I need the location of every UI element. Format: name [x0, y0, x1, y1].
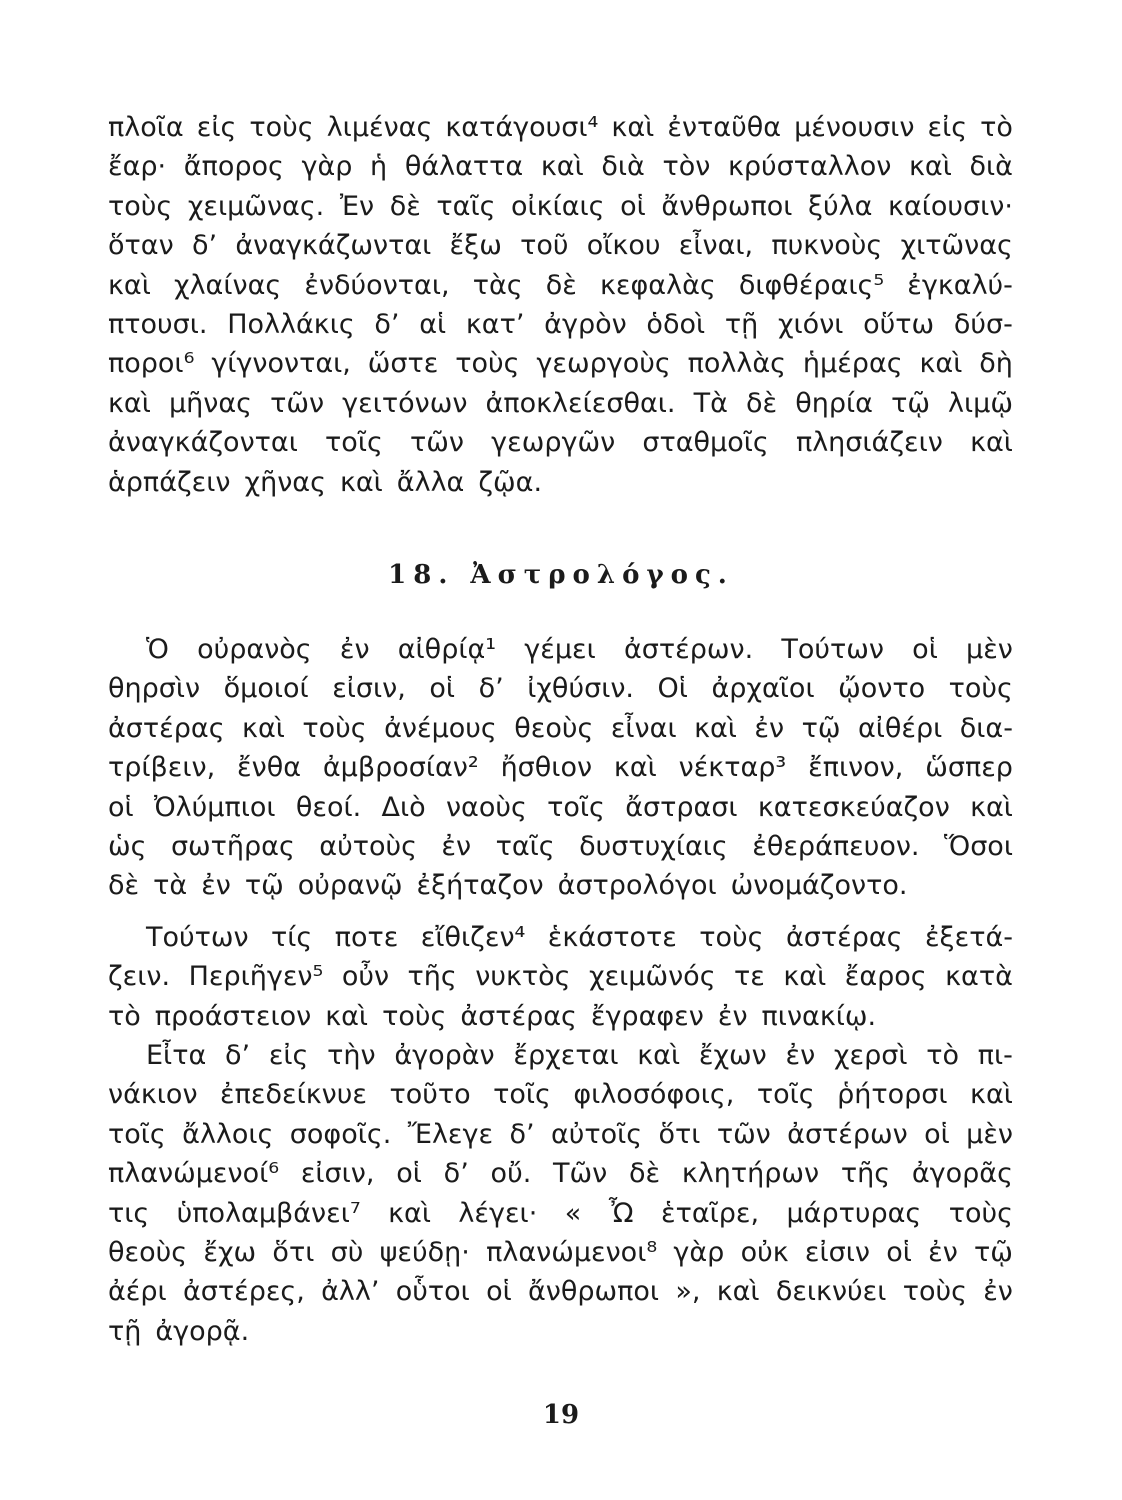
word: καὶ [637, 1040, 681, 1071]
word: νέκταρ³ [678, 752, 787, 784]
text-line [108, 669, 1013, 708]
word: γεωργοὺς [536, 348, 671, 380]
text-line [108, 226, 1013, 265]
word: Διὸ [381, 791, 426, 823]
word: καὶ [970, 427, 1013, 459]
word: καὶ [613, 752, 657, 784]
word: ταῖς [495, 830, 555, 862]
word: αὐτοῖς [550, 1118, 643, 1150]
word: θεοὺς [514, 712, 594, 744]
word: πινακίῳ. [761, 1000, 877, 1032]
word: καίουσιν· [888, 190, 1013, 222]
word: οὕτω [863, 308, 935, 340]
word: οἱ [886, 1236, 912, 1268]
top-paragraph [108, 108, 1013, 502]
word: ἀγρὸν [544, 308, 627, 340]
word: τοῦτο [389, 1079, 471, 1111]
word: διφθέραις⁵ [738, 269, 885, 301]
word: ἔαρος [844, 961, 927, 993]
word: Πολλάκις [227, 308, 355, 340]
word: τὸ [980, 112, 1013, 143]
word: ζειν. [108, 961, 171, 993]
chapter-heading: 18. Ἀστρολόγος. [388, 560, 734, 590]
word: θεοὺς [108, 1236, 188, 1268]
word: εἰσιν, [332, 673, 406, 705]
paragraph-3 [108, 1036, 1013, 1351]
word: οἱ [924, 1118, 950, 1150]
text-line [108, 1115, 1013, 1154]
word: ὅτι [272, 1236, 315, 1268]
word: οἱ [620, 190, 646, 222]
word: ποτε [334, 922, 399, 953]
word: ἀνέμους [384, 712, 497, 744]
word: ἀστέρας [460, 1000, 577, 1032]
word: καὶ [783, 961, 827, 993]
word: δὲ [629, 1158, 661, 1190]
word: ἐν [339, 634, 370, 665]
word: ἄστρασι [625, 791, 738, 823]
word: σοφοῖς. [289, 1118, 392, 1150]
word: ἔαρ· [108, 151, 167, 183]
word: ἀγορᾶς [911, 1158, 1013, 1190]
word: μὲν [966, 634, 1013, 665]
word: τοῖς [325, 427, 383, 459]
word: θάλαττα [404, 151, 524, 183]
word: χειμῶνας. [187, 190, 325, 222]
word: ὠνομάζοντο. [730, 870, 908, 902]
word: καὶ [388, 1197, 431, 1229]
word: ἄλλοις [182, 1118, 274, 1150]
word: κατάγουσι⁴ [445, 112, 599, 143]
word: οὔ. [490, 1158, 532, 1190]
word: δ’ [478, 673, 504, 705]
word: ἀναγκάζονται [108, 427, 298, 459]
word: καὶ [970, 791, 1013, 823]
word: δια- [959, 712, 1013, 744]
word: Τούτων [146, 922, 249, 953]
word: ἐξετά- [924, 922, 1013, 953]
word: εἰς [927, 112, 968, 143]
word: ὁδοὶ [646, 308, 706, 340]
word: « [564, 1197, 582, 1229]
word: λιμένας [326, 112, 433, 143]
word: πλανώμενοι⁸ [486, 1236, 658, 1268]
word: οὐρανὸς [197, 634, 312, 665]
page-number: 19 [542, 1400, 580, 1430]
word: δ’ [224, 1040, 251, 1071]
word: τίς [271, 922, 313, 953]
word: οἱ [396, 1158, 422, 1190]
word: τοῖς [108, 1118, 166, 1150]
word: ἀγορὰν [394, 1040, 495, 1071]
word: ἰχθύσιν. [527, 673, 634, 705]
word: ἐν [717, 1000, 748, 1032]
word: δεικνύει [775, 1276, 887, 1308]
word: εἰς [268, 1040, 309, 1071]
word: Ὅσοι [944, 830, 1013, 862]
word: χιόνι [777, 308, 844, 340]
word: ὅταν [108, 230, 174, 262]
word: γεωργῶν [491, 427, 616, 459]
word: τοὺς [699, 922, 764, 953]
word: ἀγορᾷ. [155, 1315, 250, 1347]
word: ἐξήταζον [416, 870, 544, 902]
word: ἀναγκάζωνται [235, 230, 432, 262]
word: τις [108, 1197, 150, 1229]
word: τοὺς [108, 190, 173, 222]
word: δὴ [979, 348, 1013, 380]
word: μῆνας [168, 387, 252, 419]
word: γὰρ [301, 151, 353, 183]
word: γέμει [524, 634, 596, 665]
word: ἐνδύονται, [304, 269, 450, 301]
word: τε [734, 961, 765, 993]
word: τῷ [974, 1236, 1013, 1268]
word: κατὰ [945, 961, 1013, 993]
word: τῇ [724, 308, 759, 340]
text-line [108, 1312, 1013, 1351]
word: μὲν [966, 1118, 1013, 1150]
word: τῆς [840, 1158, 891, 1190]
word: τὸ [926, 1040, 959, 1071]
word: Ἐν [339, 190, 375, 222]
word: τὴν [327, 1040, 376, 1071]
word: τοὺς [382, 1000, 447, 1032]
text-line [108, 1075, 1013, 1114]
word: ἄνθρωποι [661, 190, 793, 222]
word: Ὦ [608, 1197, 634, 1229]
word: ἤσθιον [500, 752, 593, 784]
word: θηρσὶν [108, 673, 201, 705]
text-line [108, 344, 1013, 383]
text-line [108, 957, 1013, 996]
word: δὲ [746, 387, 778, 419]
word: χλαίνας [173, 269, 282, 301]
word: ἀστέρας [785, 922, 903, 953]
text-line [108, 266, 1013, 305]
word: οἰκίαις [511, 190, 605, 222]
word: ᾤοντο [838, 673, 926, 705]
word: ἐν [441, 830, 472, 862]
word: διὰ [601, 151, 645, 183]
word: αἰθρίᾳ¹ [397, 634, 497, 665]
word: σταθμοῖς [642, 427, 769, 459]
text-line [108, 918, 1013, 957]
word: τρίβειν, [108, 752, 216, 784]
text-line [108, 1272, 1013, 1311]
word: τὸ [108, 1000, 141, 1032]
word: πολλὰς [687, 348, 787, 380]
word: Περιῆγεν⁵ [188, 961, 324, 993]
word: ἐν [785, 1040, 816, 1071]
word: καὶ [242, 712, 285, 744]
word: δ’ [509, 1118, 535, 1150]
word: ἀστέρων [787, 1118, 908, 1150]
word: ἑταῖρε, [660, 1197, 760, 1229]
word: τὰς [472, 269, 523, 301]
word: ἡμέρας [802, 348, 903, 380]
word: γίγνονται, [211, 348, 351, 380]
word: μένουσιν [794, 112, 915, 143]
text-line [108, 187, 1013, 226]
word: νυκτὸς [475, 961, 571, 993]
word: δ’ [443, 1158, 469, 1190]
text-line [108, 1194, 1013, 1233]
word: τοὺς [948, 1197, 1013, 1229]
word: ἄλλα [396, 466, 465, 498]
word: ἐνταῦθα [667, 112, 782, 143]
word: πι- [977, 1040, 1013, 1071]
word: ξύλα [807, 190, 873, 222]
word: ἄνθρωποι [527, 1276, 660, 1308]
text-line [108, 305, 1013, 344]
word: ἀστέρων. [623, 634, 754, 665]
word: λέγει· [458, 1197, 538, 1229]
word: τοὺς [902, 1276, 967, 1308]
word: θηρία [795, 387, 873, 419]
word: ζῷα. [478, 466, 543, 498]
word: χιτῶνας [900, 230, 1013, 262]
word: ἔχων [698, 1040, 767, 1071]
word: τοὺς [249, 112, 314, 143]
word: οἱ [108, 791, 134, 823]
word: ἄπορος [183, 151, 284, 183]
text-line [108, 1154, 1013, 1193]
word: εἰσιν [804, 1236, 870, 1268]
word: τοῖς [547, 791, 605, 823]
word: κεφαλὰς [599, 269, 716, 301]
word: εἰς [196, 112, 237, 143]
word: δ’ [191, 230, 218, 262]
word: Ὁ [146, 634, 169, 665]
word: ἔξω [449, 230, 502, 262]
word: τῶν [716, 1118, 771, 1150]
word: τοὺς [455, 348, 520, 380]
word: εἶναι, [678, 230, 754, 262]
word: τοῖς [493, 1079, 551, 1111]
word: νάκιον [108, 1079, 198, 1111]
word: δ’ [374, 308, 400, 340]
word: ἐν [983, 1276, 1013, 1308]
text-line [108, 1036, 1013, 1075]
text-line [108, 866, 1013, 905]
word: Ὀλύμπιοι [153, 791, 276, 823]
word: ἀμβροσίαν² [322, 752, 479, 784]
word: χειμῶνός [588, 961, 716, 993]
paragraph-2 [108, 918, 1013, 1036]
text-line [108, 1233, 1013, 1272]
word: δύσ- [953, 308, 1013, 340]
word: Οἱ [657, 673, 688, 705]
word: γειτόνων [342, 387, 468, 419]
word: χερσὶ [833, 1040, 908, 1071]
word: ἐθεράπευον. [752, 830, 920, 862]
word: Ἔλεγε [407, 1118, 494, 1150]
word: δὲ [108, 870, 140, 902]
word: ἐν [754, 712, 785, 744]
word: », [675, 1276, 701, 1308]
word: μάρτυρας [786, 1197, 922, 1229]
word: ἁρπάζειν [108, 466, 231, 498]
word: οὖν [341, 961, 390, 993]
word: τοὺς [948, 673, 1013, 705]
text-line [108, 709, 1013, 748]
word: ἀστέρας [108, 712, 225, 744]
word: ἔρχεται [513, 1040, 619, 1071]
word: πτουσι. [108, 308, 208, 340]
text-line [108, 827, 1013, 866]
word: λιμῷ [948, 387, 1013, 419]
word: καὶ [540, 151, 584, 183]
word: ἀποκλείεσθαι. [485, 387, 676, 419]
word: τῷ [801, 712, 841, 744]
word: Τὰ [693, 387, 728, 419]
word: οἴκου [586, 230, 661, 262]
word: δυστυχίαις [579, 830, 728, 862]
word: ὥσπερ [925, 752, 1013, 784]
word: τῇ [108, 1315, 142, 1347]
word: καὶ [694, 712, 737, 744]
word: ἐπεδείκνυε [220, 1079, 367, 1111]
word: τῷ [891, 387, 930, 419]
word: οἱ [429, 673, 456, 705]
word: καὶ [909, 151, 952, 183]
word: Τούτων [781, 634, 884, 665]
word: εἰσιν, [300, 1158, 375, 1190]
word: Εἶτα [146, 1040, 207, 1071]
word: ἔνθα [237, 752, 302, 784]
word: ῥήτορσι [837, 1079, 948, 1111]
word: γὰρ [673, 1236, 725, 1268]
word: σὺ [330, 1236, 364, 1268]
word: ταῖς [436, 190, 496, 222]
word: τὸν [662, 151, 711, 183]
word: τῶν [410, 427, 464, 459]
text-line [108, 788, 1013, 827]
word: ἔγραφεν [590, 1000, 704, 1032]
word: ἀρχαῖοι [711, 673, 815, 705]
word: Τῶν [553, 1158, 608, 1190]
word: ἀέρι [108, 1276, 167, 1308]
word: καὶ [716, 1276, 760, 1308]
text-line [108, 463, 1013, 502]
word: πλανώμενοί⁶ [108, 1158, 280, 1190]
word: θεοί. [295, 791, 362, 823]
word: δὲ [389, 190, 421, 222]
word: τοῖς [756, 1079, 815, 1111]
word: αἱ [419, 308, 447, 340]
word: κλητήρων [681, 1158, 820, 1190]
text-line [108, 748, 1013, 787]
paragraph-1 [108, 630, 1013, 906]
word: πλησιάζειν [795, 427, 943, 459]
word: τῶν [270, 387, 325, 419]
word: τῆς [407, 961, 457, 993]
word: οὐκ [740, 1236, 789, 1268]
word: καὶ [108, 387, 151, 419]
word: διὰ [969, 151, 1013, 183]
word: οὗτοι [395, 1276, 470, 1308]
word: ἔπινον, [808, 752, 904, 784]
word: οἱ [486, 1276, 512, 1308]
word: προάστειον [154, 1000, 312, 1032]
word: χῆνας [244, 466, 326, 498]
word: ἐν [928, 1236, 958, 1268]
text-line [108, 147, 1013, 186]
word: ἀστρολόγοι [557, 870, 717, 902]
word: ὅμοιοί [223, 673, 309, 705]
word: ἀλλ’ [321, 1276, 380, 1308]
word: καὶ [108, 269, 151, 301]
text-line [108, 630, 1013, 669]
word: ἡ [370, 151, 388, 183]
word: τὰ [153, 870, 188, 902]
word: σωτῆρας [170, 830, 295, 862]
word: κατ’ [465, 308, 525, 340]
word: ἔχω [203, 1236, 257, 1268]
word: εἶναι [610, 712, 677, 744]
word: τοῦ [520, 230, 569, 262]
word: τῷ [244, 870, 284, 902]
word: οὐρανῷ [297, 870, 403, 902]
text-line [108, 997, 1013, 1036]
word: πλοῖα [108, 112, 184, 143]
word: εἴθιζεν⁴ [420, 922, 526, 953]
word: δὲ [545, 269, 577, 301]
word: καὶ [919, 348, 963, 380]
word: οἱ [912, 634, 938, 665]
word: αἰθέρι [857, 712, 943, 744]
word: ὡς [108, 830, 147, 862]
word: τοὺς [302, 712, 367, 744]
text-line [108, 423, 1013, 462]
word: ἀστέρες, [182, 1276, 305, 1308]
word: ψεύδῃ· [379, 1236, 470, 1268]
word: ἐν [201, 870, 231, 902]
word: πυκνοὺς [771, 230, 883, 262]
word: καὶ [339, 466, 383, 498]
word: κατεσκεύαζον [757, 791, 950, 823]
word: ὅτι [658, 1118, 701, 1150]
word: ἐγκαλύ- [907, 269, 1013, 301]
word: κρύσταλλον [727, 151, 892, 183]
word: ποροι⁶ [108, 348, 195, 380]
word: ὥστε [367, 348, 439, 380]
word: καὶ [325, 1000, 369, 1032]
word: ἑκάστοτε [547, 922, 677, 953]
word: αὐτοὺς [319, 830, 417, 862]
text-line [108, 384, 1013, 423]
word: φιλοσόφοις, [573, 1079, 735, 1111]
word: ὑπολαμβάνει⁷ [176, 1197, 361, 1229]
text-line [108, 108, 1013, 147]
word: καὶ [611, 112, 655, 143]
word: καὶ [970, 1079, 1013, 1111]
word: ναοὺς [445, 791, 527, 823]
